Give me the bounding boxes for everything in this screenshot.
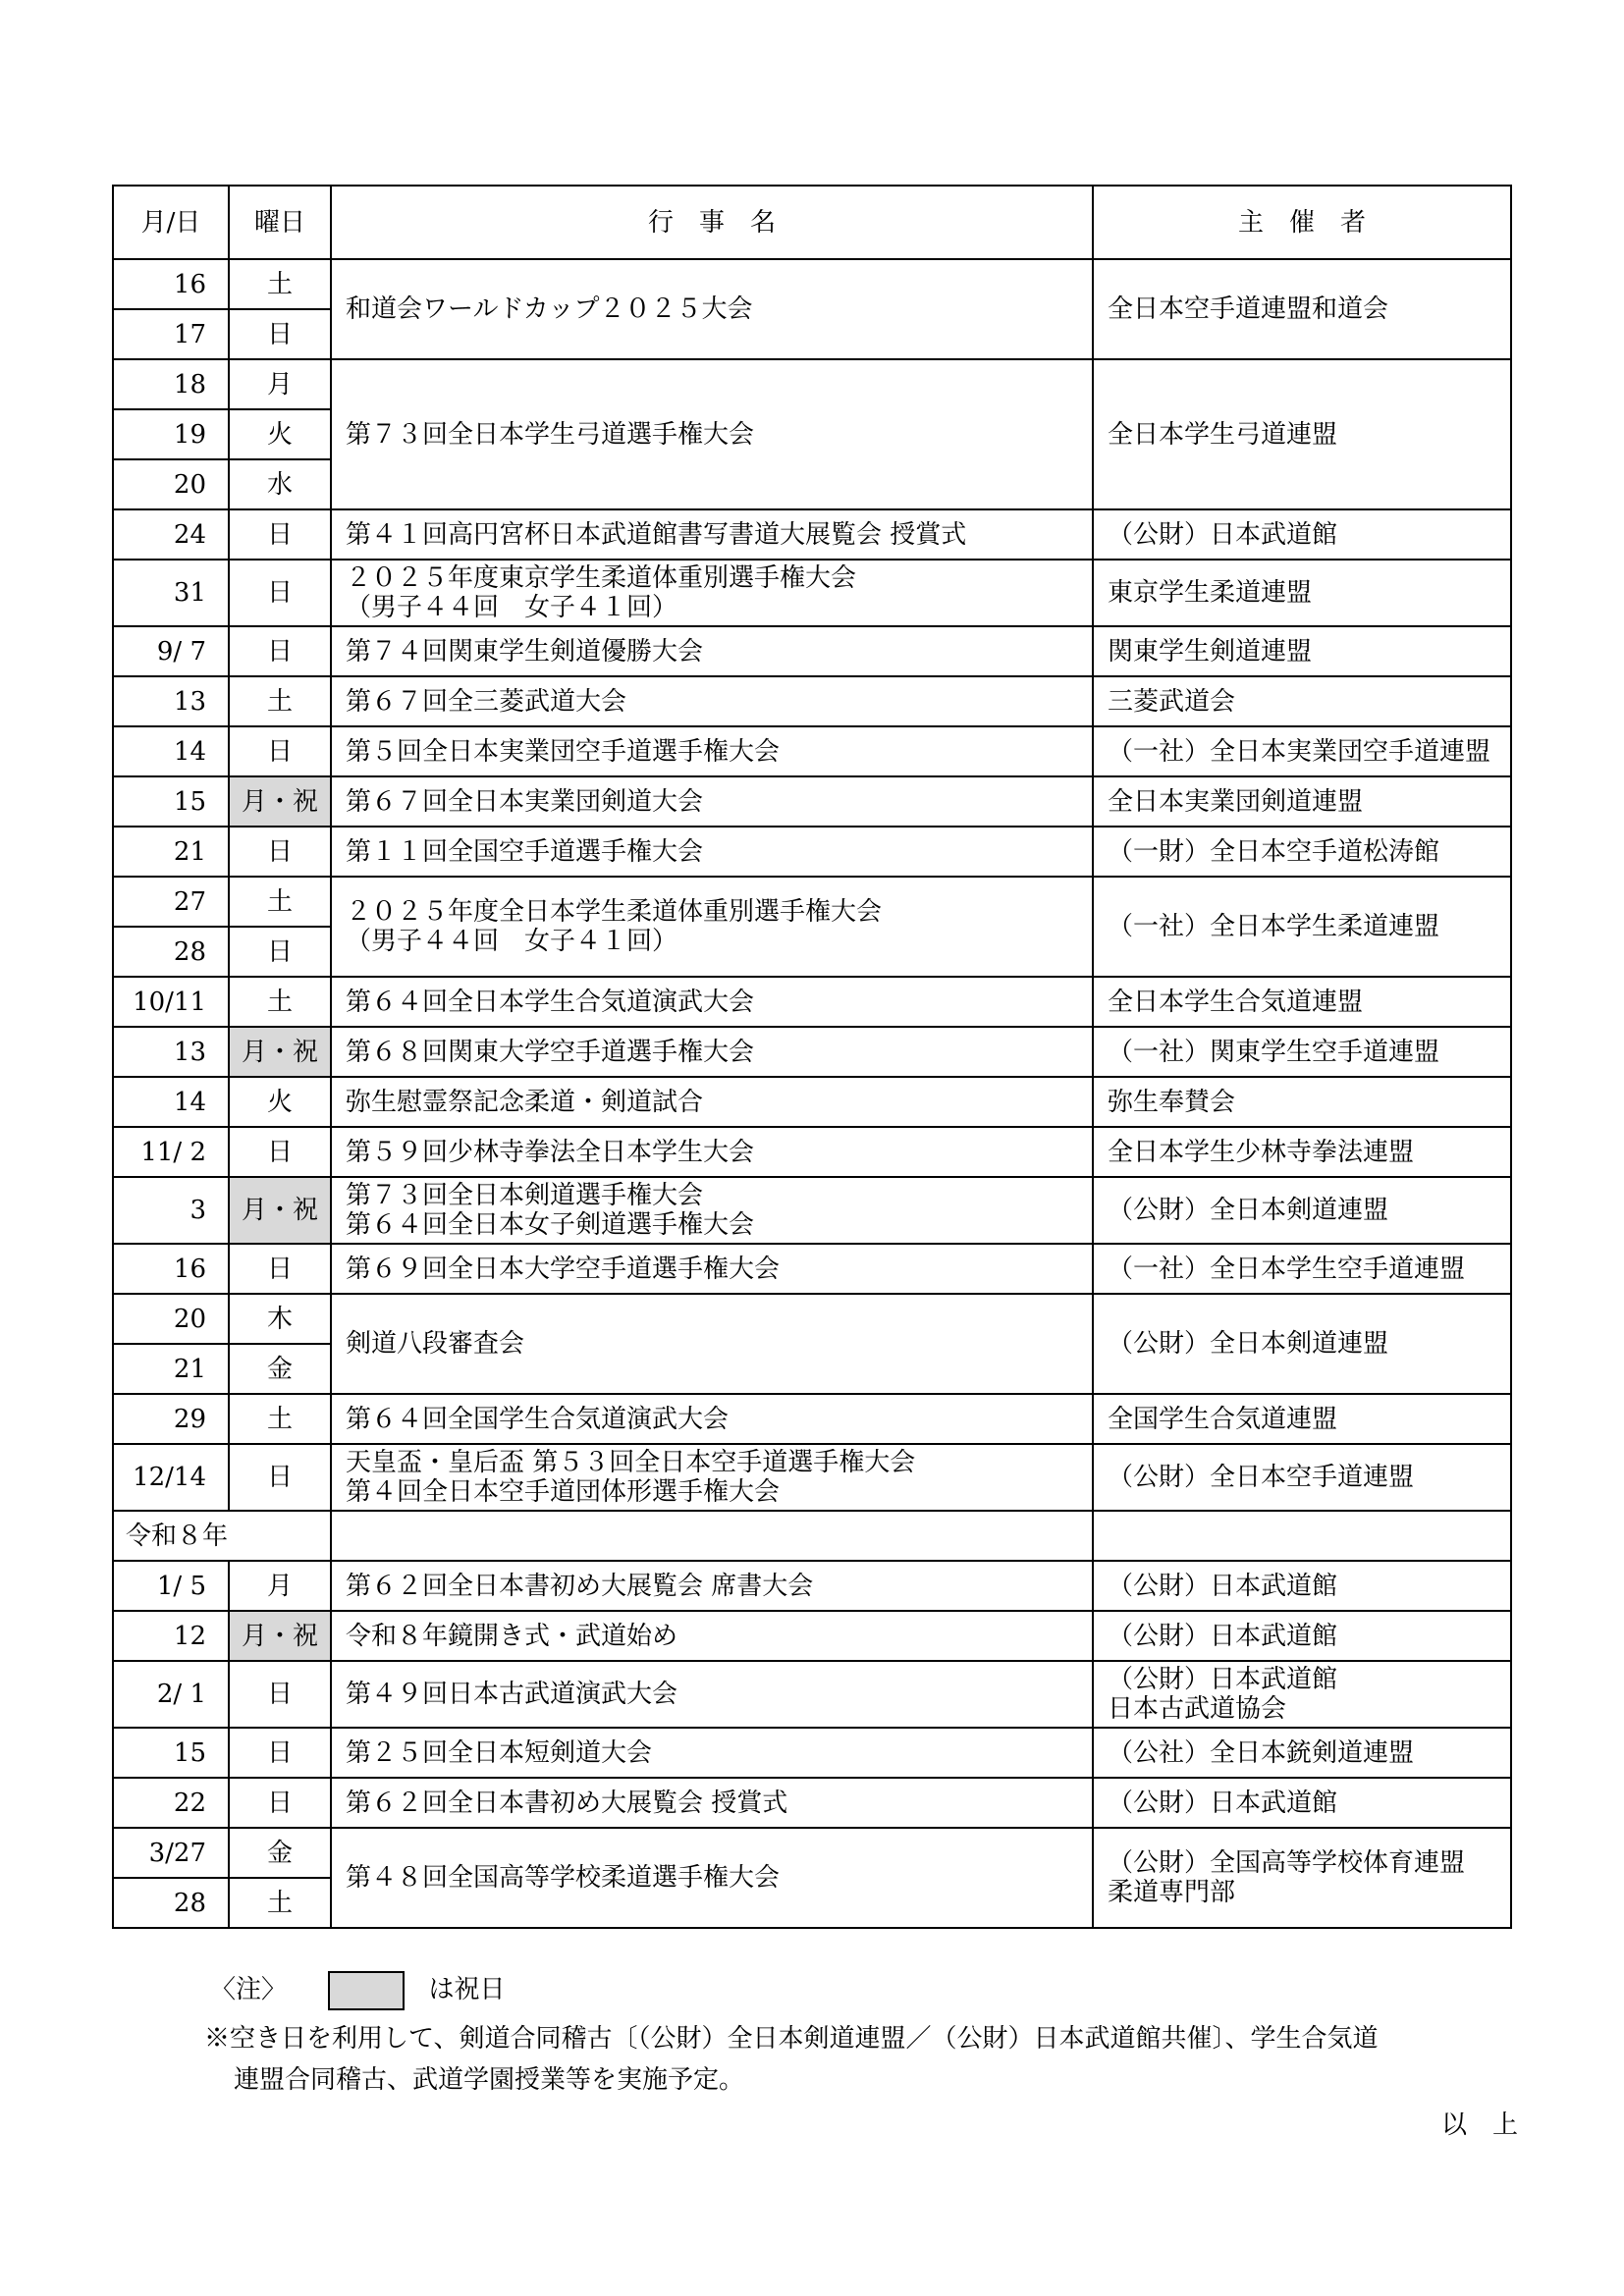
table-row [113,1661,1511,1728]
event-cell: 第２５回全日本短剣道大会 [331,1728,1093,1778]
date-cell: 12 [113,1611,229,1661]
weekday-cell: 日 [229,509,331,560]
date-cell: 15 [113,1728,229,1778]
closing-text: 以 上 [1441,2110,1519,2140]
date-cell: 12/14 [113,1444,229,1511]
header-event: 行 事 名 [331,186,1093,259]
date-cell: 14 [113,1077,229,1127]
weekday-cell: 日 [229,827,331,877]
table-row [113,509,1511,560]
table-row [113,1127,1511,1177]
event-cell: 第４８回全国高等学校柔道選手権大会 [331,1828,1093,1928]
date-cell: 10/11 [113,977,229,1027]
weekday-cell: 日 [229,927,331,977]
table-row [113,1177,1511,1244]
table-row [113,626,1511,676]
weekday-cell: 土 [229,676,331,726]
event-cell: 第４９回日本古武道演武大会 [331,1661,1093,1728]
organizer-cell: 全日本実業団剣道連盟 [1093,776,1511,827]
organizer-cell: 全日本空手道連盟和道会 [1093,259,1511,359]
organizer-cell: 弥生奉賛会 [1093,1077,1511,1127]
organizer-cell: （一社）全日本学生空手道連盟 [1093,1244,1511,1294]
event-cell: 第７３回全日本学生弓道選手権大会 [331,359,1093,509]
date-cell: 17 [113,309,229,359]
event-cell: 令和８年鏡開き式・武道始め [331,1611,1093,1661]
organizer-cell: （公財）日本武道館 [1093,1611,1511,1661]
organizer-cell: （一社）関東学生空手道連盟 [1093,1027,1511,1077]
organizer-cell: （一社）全日本実業団空手道連盟 [1093,726,1511,776]
organizer-cell: 全日本学生弓道連盟 [1093,359,1511,509]
weekday-cell: 日 [229,309,331,359]
weekday-cell: 土 [229,259,331,309]
date-cell: 3 [113,1177,229,1244]
weekday-cell: 日 [229,626,331,676]
weekday-cell: 火 [229,1077,331,1127]
table-row [113,560,1511,626]
weekday-holiday-cell: 月・祝 [229,1177,331,1244]
date-cell: 22 [113,1778,229,1828]
date-cell: 31 [113,560,229,626]
organizer-cell: （公財）全日本空手道連盟 [1093,1444,1511,1511]
weekday-cell: 火 [229,409,331,459]
organizer-cell: （公財）日本武道館 [1093,1778,1511,1828]
date-cell: 16 [113,1244,229,1294]
weekday-cell: 月 [229,1561,331,1611]
organizer-cell: （公財）全日本剣道連盟 [1093,1294,1511,1394]
table-row [113,676,1511,726]
header-weekday: 曜日 [229,186,331,259]
date-cell: 28 [113,927,229,977]
weekday-cell: 月 [229,359,331,409]
organizer-cell: （公財）日本武道館 [1093,1561,1511,1611]
organizer-cell: 三菱武道会 [1093,676,1511,726]
event-cell: ２０２５年度東京学生柔道体重別選手権大会 （男子４４回 女子４１回） [331,560,1093,626]
event-cell: 第５回全日本実業団空手道選手権大会 [331,726,1093,776]
table-row [113,1611,1511,1661]
table-row [113,1394,1511,1444]
table-row [113,877,1511,927]
weekday-holiday-cell: 月・祝 [229,1611,331,1661]
event-cell: 第７３回全日本剣道選手権大会 第６４回全日本女子剣道選手権大会 [331,1177,1093,1244]
table-row [113,776,1511,827]
table-row [113,1828,1511,1878]
organizer-cell: 東京学生柔道連盟 [1093,560,1511,626]
event-cell: 第６７回全三菱武道大会 [331,676,1093,726]
date-cell: 1/ 5 [113,1561,229,1611]
event-cell: 第６４回全日本学生合気道演武大会 [331,977,1093,1027]
weekday-cell: 日 [229,1728,331,1778]
legend-note [210,1971,506,2010]
organizer-cell: （一財）全日本空手道松涛館 [1093,827,1511,877]
table-row [113,827,1511,877]
date-cell: 21 [113,1344,229,1394]
weekday-cell: 日 [229,1661,331,1728]
event-cell: 和道会ワールドカップ２０２５大会 [331,259,1093,359]
legend-prefix: 〈注〉 [210,1975,288,2004]
header-row [113,186,1511,259]
organizer-cell: 全日本学生少林寺拳法連盟 [1093,1127,1511,1177]
table-row [113,726,1511,776]
weekday-cell: 金 [229,1344,331,1394]
organizer-cell: （公財）日本武道館 [1093,509,1511,560]
header-organizer: 主 催 者 [1093,186,1511,259]
table-row [113,1511,1511,1561]
date-cell: 20 [113,1294,229,1344]
organizer-cell: （公財）全日本剣道連盟 [1093,1177,1511,1244]
date-cell: 2/ 1 [113,1661,229,1728]
date-cell: 21 [113,827,229,877]
date-cell: 15 [113,776,229,827]
table-row [113,1561,1511,1611]
table-row [113,1778,1511,1828]
table-row [113,1027,1511,1077]
weekday-cell: 水 [229,459,331,509]
organizer-cell [1093,1511,1511,1561]
header-date: 月/日 [113,186,229,259]
table-row [113,977,1511,1027]
date-cell: 28 [113,1878,229,1928]
schedule-table [112,185,1512,1929]
date-cell: 16 [113,259,229,309]
table-row [113,259,1511,309]
event-cell: 第１１回全国空手道選手権大会 [331,827,1093,877]
weekday-cell: 日 [229,1127,331,1177]
date-cell: 18 [113,359,229,409]
weekday-holiday-cell: 月・祝 [229,776,331,827]
date-cell: 13 [113,1027,229,1077]
date-cell: 14 [113,726,229,776]
event-cell: ２０２５年度全日本学生柔道体重別選手権大会 （男子４４回 女子４１回） [331,877,1093,977]
weekday-cell: 土 [229,877,331,927]
event-cell: 天皇盃・皇后盃 第５３回全日本空手道選手権大会 第４回全日本空手道団体形選手権大会 [331,1444,1093,1511]
event-cell: 第６８回関東大学空手道選手権大会 [331,1027,1093,1077]
remark-line-1: ※空き日を利用して、剣道合同稽古〔（公財）全日本剣道連盟／（公財）日本武道館共催〕、学生合気道 [204,2024,1379,2054]
era-label: 令和８年 [113,1511,331,1561]
legend-text: は祝日 [428,1975,506,2004]
date-cell: 20 [113,459,229,509]
event-cell: 第６２回全日本書初め大展覧会 授賞式 [331,1778,1093,1828]
table-row [113,359,1511,409]
event-cell: 第６９回全日本大学空手道選手権大会 [331,1244,1093,1294]
organizer-cell: （一社）全日本学生柔道連盟 [1093,877,1511,977]
event-cell: 第６７回全日本実業団剣道大会 [331,776,1093,827]
event-cell: 弥生慰霊祭記念柔道・剣道試合 [331,1077,1093,1127]
weekday-cell: 土 [229,1878,331,1928]
remark-line-2: 連盟合同稽古、武道学園授業等を実施予定。 [234,2065,745,2095]
weekday-holiday-cell: 月・祝 [229,1027,331,1077]
holiday-swatch [328,1971,405,2010]
date-cell: 3/27 [113,1828,229,1878]
weekday-cell: 日 [229,726,331,776]
event-cell: 第６４回全国学生合気道演武大会 [331,1394,1093,1444]
event-cell [331,1511,1093,1561]
weekday-cell: 土 [229,1394,331,1444]
date-cell: 24 [113,509,229,560]
weekday-cell: 木 [229,1294,331,1344]
weekday-cell: 日 [229,1444,331,1511]
date-cell: 19 [113,409,229,459]
event-cell: 第７４回関東学生剣道優勝大会 [331,626,1093,676]
schedule-body [113,259,1511,1928]
event-cell: 第６２回全日本書初め大展覧会 席書大会 [331,1561,1093,1611]
table-row [113,1244,1511,1294]
organizer-cell: （公財）日本武道館 日本古武道協会 [1093,1661,1511,1728]
organizer-cell: 全国学生合気道連盟 [1093,1394,1511,1444]
organizer-cell: 関東学生剣道連盟 [1093,626,1511,676]
table-row [113,1728,1511,1778]
weekday-cell: 日 [229,1244,331,1294]
table-row [113,1294,1511,1344]
table-row [113,1444,1511,1511]
organizer-cell: （公財）全国高等学校体育連盟 柔道専門部 [1093,1828,1511,1928]
event-cell: 第４１回高円宮杯日本武道館書写書道大展覧会 授賞式 [331,509,1093,560]
weekday-cell: 日 [229,560,331,626]
event-cell: 剣道八段審査会 [331,1294,1093,1394]
event-cell: 第５９回少林寺拳法全日本学生大会 [331,1127,1093,1177]
date-cell: 9/ 7 [113,626,229,676]
organizer-cell: 全日本学生合気道連盟 [1093,977,1511,1027]
weekday-cell: 日 [229,1778,331,1828]
table-row [113,1077,1511,1127]
date-cell: 27 [113,877,229,927]
organizer-cell: （公社）全日本銃剣道連盟 [1093,1728,1511,1778]
date-cell: 29 [113,1394,229,1444]
date-cell: 13 [113,676,229,726]
weekday-cell: 土 [229,977,331,1027]
date-cell: 11/ 2 [113,1127,229,1177]
weekday-cell: 金 [229,1828,331,1878]
